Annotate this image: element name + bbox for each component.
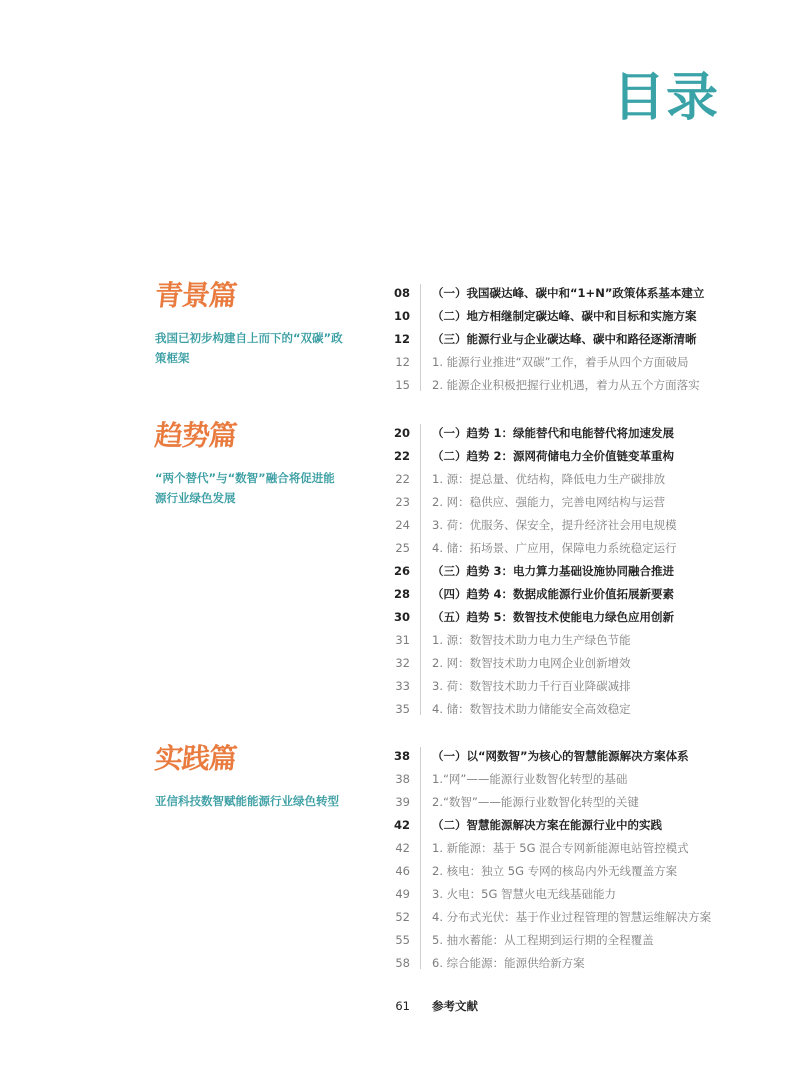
entry-text: 1.“网”——能源行业数智化转型的基础: [432, 772, 628, 786]
toc-entries: [380, 282, 740, 397]
page-number: 25: [395, 541, 410, 555]
entry-text: （二）地方相继制定碳达峰、碳中和目标和实施方案: [432, 309, 697, 323]
page-number: 30: [393, 610, 410, 624]
toc-entry[interactable]: [380, 860, 740, 883]
page-number: 33: [395, 679, 410, 693]
page-number: 15: [395, 378, 410, 392]
page-number: 42: [393, 818, 410, 832]
entry-text: 6. 综合能源：能源供给新方案: [432, 956, 585, 970]
entry-text: 1. 源：数智技术助力电力生产绿色节能: [432, 633, 631, 647]
toc-entry[interactable]: [380, 814, 740, 837]
toc-entry[interactable]: [380, 374, 740, 397]
page-number: 26: [393, 564, 410, 578]
page-number: 49: [395, 887, 410, 901]
section-subtitle: “两个替代”与“数智”融合将促进能源行业绿色发展: [155, 471, 335, 505]
entry-text: （四）趋势 4：数据成能源行业价值拓展新要素: [432, 587, 675, 601]
toc-entry[interactable]: [380, 351, 740, 374]
page-number: 22: [393, 449, 410, 463]
entry-text: 2.“数智”——能源行业数智化转型的关键: [432, 795, 639, 809]
entry-text: 5. 抽水蓄能：从工程期到运行期的全程覆盖: [432, 933, 654, 947]
toc-entry[interactable]: [380, 445, 740, 468]
toc-entry[interactable]: [380, 328, 740, 351]
toc-entry[interactable]: [380, 675, 740, 698]
entry-text: 2. 网：数智技术助力电网企业创新增效: [432, 656, 631, 670]
entry-text: 2. 能源企业积极把握行业机遇，着力从五个方面落实: [432, 378, 700, 392]
page-number: 12: [395, 355, 410, 369]
toc-entry[interactable]: [380, 906, 740, 929]
page-number: 08: [393, 286, 410, 300]
page-number: 28: [393, 587, 410, 601]
page-number: 20: [393, 426, 410, 440]
toc-entries: [380, 745, 740, 975]
entry-text: （一）我国碳达峰、碳中和“1+N”政策体系基本建立: [432, 286, 705, 300]
page-number: 38: [395, 772, 410, 786]
page-number: 52: [395, 910, 410, 924]
section-subtitle: 我国已初步构建自上而下的“双碳”政策框架: [155, 331, 343, 365]
toc-entry[interactable]: [380, 422, 740, 445]
toc-entry[interactable]: [380, 791, 740, 814]
toc-entry[interactable]: [380, 514, 740, 537]
page-number: 42: [395, 841, 410, 855]
entry-text: （五）趋势 5：数智技术使能电力绿色应用创新: [432, 610, 675, 624]
entry-text: 参考文献: [432, 999, 478, 1013]
entry-text: 1. 源：提总量、优结构，降低电力生产碳排放: [432, 472, 666, 486]
page-number: 61: [395, 999, 410, 1013]
toc-entry[interactable]: [380, 537, 740, 560]
section-header: [153, 279, 365, 368]
toc-entry[interactable]: [380, 698, 740, 721]
entry-text: 3. 火电：5G 智慧火电无线基础能力: [432, 887, 617, 901]
page-number: 55: [395, 933, 410, 947]
page-number: 12: [393, 332, 410, 346]
entry-text: 2. 网：稳供应、强能力，完善电网结构与运营: [432, 495, 666, 509]
toc-entry[interactable]: [380, 952, 740, 975]
toc-entry[interactable]: [380, 629, 740, 652]
entry-text: （一）趋势 1：绿能替代和电能替代将加速发展: [432, 426, 675, 440]
entry-text: 2. 核电：独立 5G 专网的核岛内外无线覆盖方案: [432, 864, 678, 878]
page-number: 35: [395, 702, 410, 716]
toc-entry[interactable]: [380, 491, 740, 514]
page-number: 22: [395, 472, 410, 486]
toc-entry[interactable]: [380, 837, 740, 860]
page-number: 39: [395, 795, 410, 809]
entry-text: 4. 储：拓场景、广应用，保障电力系统稳定运行: [432, 541, 677, 555]
toc-entry[interactable]: [380, 560, 740, 583]
page-number: 10: [393, 309, 410, 323]
toc-entry[interactable]: [380, 282, 740, 305]
section-title: 青景篇: [153, 279, 238, 312]
toc-entry[interactable]: [380, 583, 740, 606]
entry-text: 3. 荷：数智技术助力千行百业降碳减排: [432, 679, 631, 693]
toc-entry[interactable]: [380, 606, 740, 629]
entry-text: （三）能源行业与企业碳达峰、碳中和路径逐渐清晰: [432, 332, 697, 346]
entry-text: （一）以“网数智”为核心的智慧能源解决方案体系: [432, 749, 689, 763]
toc-entries: [380, 422, 740, 721]
toc-entry[interactable]: [380, 305, 740, 328]
section-subtitle: 亚信科技数智赋能能源行业绿色转型: [155, 794, 339, 808]
page-number: 46: [395, 864, 410, 878]
toc-entry[interactable]: [380, 768, 740, 791]
page-number: 31: [395, 633, 410, 647]
page-number: 38: [393, 749, 410, 763]
page-number: 23: [395, 495, 410, 509]
section-title: 实践篇: [153, 742, 238, 775]
entry-text: （二）趋势 2：源网荷储电力全价值链变革重构: [432, 449, 675, 463]
entry-text: 4. 分布式光伏：基于作业过程管理的智慧运维解决方案: [432, 910, 712, 924]
entry-text: 3. 荷：优服务、保安全，提升经济社会用电规模: [432, 518, 677, 532]
entry-text: （二）智慧能源解决方案在能源行业中的实践: [432, 818, 662, 832]
entry-text: 1. 新能源：基于 5G 混合专网新能源电站管控模式: [432, 841, 689, 855]
section-title: 趋势篇: [153, 419, 238, 452]
page-number: 32: [395, 656, 410, 670]
toc-entry[interactable]: [380, 745, 740, 768]
toc-entry[interactable]: [380, 929, 740, 952]
entry-text: 4. 储：数智技术助力储能安全高效稳定: [432, 702, 631, 716]
toc-entry[interactable]: [380, 652, 740, 675]
toc-entry[interactable]: [380, 468, 740, 491]
toc-entry[interactable]: [380, 883, 740, 906]
page-number: 58: [395, 956, 410, 970]
page-number: 24: [395, 518, 410, 532]
entry-text: 1. 能源行业推进“双碳”工作，着手从四个方面破局: [432, 355, 689, 369]
page-title: 目录: [612, 68, 719, 128]
section-header: [153, 419, 365, 508]
entry-text: （三）趋势 3：电力算力基础设施协同融合推进: [432, 564, 675, 578]
section-header: [153, 742, 365, 811]
